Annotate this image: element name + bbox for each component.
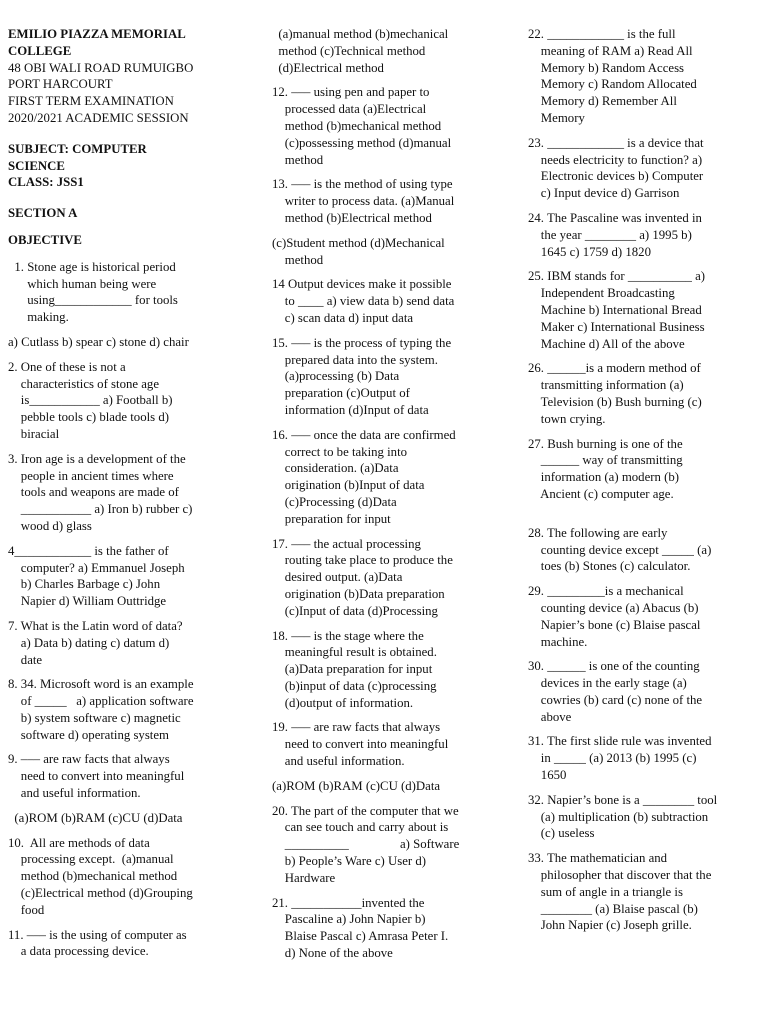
question-item xyxy=(8,927,244,961)
question-item xyxy=(8,451,244,535)
question-text-line: Memory b) Random Access xyxy=(528,60,685,75)
question-text-line: method (b)mechanical method xyxy=(8,869,178,884)
question-item xyxy=(272,176,504,226)
school-name-line: COLLEGE xyxy=(8,43,72,58)
question-text-line: the year ________ a) 1995 b) xyxy=(528,227,692,242)
question-text-line: (a)ROM (b)RAM (c)CU (d)Data xyxy=(8,810,183,825)
question-text-line: (a)processing (b) Data xyxy=(272,369,400,384)
question-text-line: c) scan data d) input data xyxy=(272,310,414,325)
question-item xyxy=(8,751,244,801)
question-item xyxy=(8,810,244,827)
school-address xyxy=(8,60,244,94)
question-text-line: cowries (b) card (c) none of the xyxy=(528,692,703,707)
question-text-line: 16. ––– once the data are confirmed xyxy=(272,427,456,442)
question-text-line: needs electricity to function? a) xyxy=(528,152,703,167)
question-text-line: preparation for input xyxy=(272,511,391,526)
question-item xyxy=(272,778,504,795)
question-text-line: 3. Iron age is a development of the xyxy=(8,451,186,466)
question-text-line: 12. ––– using pen and paper to xyxy=(272,85,430,100)
question-text-line: Napier’s bone (c) Blaise pascal xyxy=(528,617,701,632)
question-item xyxy=(528,135,754,202)
question-text-line: counting device (a) Abacus (b) xyxy=(528,600,699,615)
question-item xyxy=(528,733,754,783)
question-text-line: need to convert into meaningful xyxy=(272,737,449,752)
question-text-line: Memory c) Random Allocated xyxy=(528,77,697,92)
school-name-line: EMILIO PIAZZA MEMORIAL xyxy=(8,27,186,41)
exam-line: FIRST TERM EXAMINATION xyxy=(8,94,174,109)
question-text-line: ______ way of transmitting xyxy=(528,453,683,468)
question-text-line: biracial xyxy=(8,426,60,441)
question-text-line: method xyxy=(272,152,324,167)
question-text-line: 29. _________is a mechanical xyxy=(528,584,684,599)
question-item xyxy=(272,427,504,528)
question-item xyxy=(528,583,754,650)
question-text-line: origination (b)Input of data xyxy=(272,478,425,493)
question-item xyxy=(272,84,504,168)
subject-line: SUBJECT: COMPUTER xyxy=(8,141,147,156)
question-text-line: prepared data into the system. xyxy=(272,352,438,367)
question-item xyxy=(8,359,244,443)
question-item xyxy=(272,895,504,962)
question-item xyxy=(528,525,754,575)
address-line: PORT HARCOURT xyxy=(8,77,113,92)
question-text-line: b) People’s Ware c) User d) xyxy=(272,854,427,869)
column-2 xyxy=(272,26,504,970)
question-text-line: Hardware xyxy=(272,870,336,885)
question-text-line: 11. ––– is the using of computer as xyxy=(8,927,187,942)
question-item xyxy=(528,360,754,427)
question-text-line: (c)Student method (d)Mechanical xyxy=(272,235,445,250)
question-text-line: machine. xyxy=(528,634,588,649)
question-text-line: __________ a) Software xyxy=(272,837,460,852)
question-item xyxy=(272,628,504,712)
question-text-line: correct to be taking into xyxy=(272,444,408,459)
question-text-line: 32. Napier’s bone is a ________ tool xyxy=(528,792,718,807)
question-text-line: characteristics of stone age xyxy=(8,376,160,391)
question-text-line: 15. ––– is the process of typing the xyxy=(272,335,452,350)
question-text-line: a) Data b) dating c) datum d) xyxy=(8,635,170,650)
question-item xyxy=(272,719,504,769)
question-text-line: tools and weapons are made of xyxy=(8,485,179,500)
exam-title xyxy=(8,93,244,127)
question-text-line: a data processing device. xyxy=(8,944,149,959)
question-text-line: making. xyxy=(8,310,69,325)
subject-label xyxy=(8,141,244,191)
exam-line: 2020/2021 ACADEMIC SESSION xyxy=(8,110,189,125)
question-text-line: 28. The following are early xyxy=(528,525,668,540)
question-text-line: which human being were xyxy=(8,276,157,291)
question-text-line: 22. ____________ is the full xyxy=(528,27,676,41)
question-text-line: ___________ a) Iron b) rubber c) xyxy=(8,502,193,517)
question-text-line: ________ (a) Blaise pascal (b) xyxy=(528,901,698,916)
question-text-line: Ancient (c) computer age. xyxy=(528,486,674,501)
question-text-line: to ____ a) view data b) send data xyxy=(272,294,455,309)
question-text-line: c) Input device d) Garrison xyxy=(528,186,680,201)
question-text-line: information (a) modern (b) xyxy=(528,470,680,485)
question-item xyxy=(8,259,244,326)
address-line: 48 OBI WALI ROAD RUMUIGBO xyxy=(8,60,194,75)
question-text-line: need to convert into meaningful xyxy=(8,769,185,784)
question-text-line: Maker c) International Business xyxy=(528,319,705,334)
question-text-line: and useful information. xyxy=(272,754,405,769)
question-text-line: sum of angle in a triangle is xyxy=(528,884,683,899)
question-text-line: 14 Output devices make it possible xyxy=(272,277,452,292)
question-item xyxy=(272,235,504,269)
question-text-line: 26. ______is a modern method of xyxy=(528,361,701,376)
question-text-line: 27. Bush burning is one of the xyxy=(528,436,683,451)
question-text-line: town crying. xyxy=(528,411,606,426)
question-text-line: writer to process data. (a)Manual xyxy=(272,194,455,209)
question-text-line: people in ancient times where xyxy=(8,468,174,483)
question-item xyxy=(528,268,754,352)
question-text-line: information (d)Input of data xyxy=(272,402,429,417)
question-text-line: computer? a) Emmanuel Joseph xyxy=(8,560,185,575)
question-text-line: toes (b) Stones (c) calculator. xyxy=(528,559,691,574)
question-text-line: Napier d) William Outtridge xyxy=(8,594,167,609)
question-item xyxy=(8,835,244,919)
question-text-line: and useful information. xyxy=(8,786,141,801)
section-title: SECTION A xyxy=(8,206,78,221)
question-item xyxy=(8,543,244,610)
question-text-line: transmitting information (a) xyxy=(528,378,684,393)
question-text-line: food xyxy=(8,902,45,917)
question-text-line: can see touch and carry about is xyxy=(272,820,449,835)
question-text-line: (a) multiplication (b) subtraction xyxy=(528,809,709,824)
question-text-line: Independent Broadcasting xyxy=(528,286,675,301)
question-text-line: 31. The first slide rule was invented xyxy=(528,734,712,749)
question-item xyxy=(272,276,504,326)
question-text-line: 9. ––– are raw facts that always xyxy=(8,752,170,767)
question-text-line: 2. One of these is not a xyxy=(8,359,126,374)
question-item xyxy=(272,335,504,419)
question-text-line: Memory xyxy=(528,110,585,125)
question-text-line: Television (b) Bush burning (c) xyxy=(528,394,702,409)
question-text-line: devices in the early stage (a) xyxy=(528,676,687,691)
question-text-line: meaningful result is obtained. xyxy=(272,645,437,660)
question-text-line: origination (b)Data preparation xyxy=(272,586,445,601)
question-text-line: 30. ______ is one of the counting xyxy=(528,659,700,674)
question-text-line: processed data (a)Electrical xyxy=(272,102,427,117)
question-text-line: Machine b) International Bread xyxy=(528,302,702,317)
school-name xyxy=(8,26,244,60)
question-text-line: d) None of the above xyxy=(272,946,393,961)
question-item xyxy=(528,210,754,260)
question-text-line: (c) useless xyxy=(528,826,595,841)
question-text-line: (a)manual method (b)mechanical xyxy=(272,27,449,41)
question-list xyxy=(272,26,504,962)
question-text-line: using____________ for tools xyxy=(8,293,178,308)
question-text-line: (d)output of information. xyxy=(272,695,414,710)
question-item xyxy=(272,536,504,620)
question-text-line: 4____________ is the father of xyxy=(8,543,169,558)
question-text-line: 33. The mathematician and xyxy=(528,851,668,866)
question-item xyxy=(8,676,244,743)
question-text-line: John Napier (c) Joseph grille. xyxy=(528,918,692,933)
question-text-line: (a)Data preparation for input xyxy=(272,662,433,677)
question-text-line: is___________ a) Football b) xyxy=(8,393,173,408)
class-label: CLASS: JSS1 xyxy=(8,175,84,190)
question-text-line: (d)Electrical method xyxy=(272,60,384,75)
question-item xyxy=(528,850,754,934)
question-text-line: Blaise Pascal c) Amrasa Peter I. xyxy=(272,929,449,944)
question-text-line: philosopher that discover that the xyxy=(528,868,712,883)
question-text-line: b) system software c) magnetic xyxy=(8,710,181,725)
question-text-line: consideration. (a)Data xyxy=(272,461,399,476)
question-list xyxy=(8,259,244,960)
question-item xyxy=(528,26,754,127)
question-item xyxy=(272,803,504,887)
question-text-line: in _____ (a) 2013 (b) 1995 (c) xyxy=(528,751,697,766)
question-text-line: 10. All are methods of data xyxy=(8,835,150,850)
subject-line: SCIENCE xyxy=(8,158,65,173)
question-text-line: 24. The Pascaline was invented in xyxy=(528,210,702,225)
question-item xyxy=(272,26,504,76)
column-3 xyxy=(528,26,754,942)
question-text-line: method (c)Technical method xyxy=(272,43,426,58)
question-text-line: 1. Stone age is historical period xyxy=(8,259,176,274)
question-text-line: 18. ––– is the stage where the xyxy=(272,628,424,643)
question-text-line: 13. ––– is the method of using type xyxy=(272,177,453,192)
column-1 xyxy=(8,26,244,968)
question-text-line: counting device except _____ (a) xyxy=(528,542,712,557)
question-text-line: b) Charles Barbage c) John xyxy=(8,577,161,592)
question-text-line: Machine d) All of the above xyxy=(528,336,685,351)
question-text-line: (c)Processing (d)Data xyxy=(272,494,397,509)
question-text-line: pebble tools c) blade tools d) xyxy=(8,410,169,425)
question-text-line: wood d) glass xyxy=(8,518,92,533)
objective-title: OBJECTIVE xyxy=(8,232,82,247)
question-text-line: 19. ––– are raw facts that always xyxy=(272,720,441,735)
question-text-line: Pascaline a) John Napier b) xyxy=(272,912,426,927)
question-text-line: preparation (c)Output of xyxy=(272,386,410,401)
question-text-line: above xyxy=(528,709,572,724)
question-text-line: routing take place to produce the xyxy=(272,553,453,568)
question-text-line: 7. What is the Latin word of data? xyxy=(8,618,183,633)
question-text-line: method (b)Electrical method xyxy=(272,210,432,225)
question-text-line: (c)possessing method (d)manual xyxy=(272,135,452,150)
question-text-line: 21. ___________invented the xyxy=(272,895,425,910)
question-text-line: 1645 c) 1759 d) 1820 xyxy=(528,244,651,259)
question-item xyxy=(8,334,244,351)
question-text-line: 25. IBM stands for __________ a) xyxy=(528,269,706,284)
question-text-line: software d) operating system xyxy=(8,727,169,742)
question-item xyxy=(8,618,244,668)
question-text-line: 17. ––– the actual processing xyxy=(272,536,421,551)
question-text-line: (c)Electrical method (d)Grouping xyxy=(8,886,193,901)
question-item xyxy=(528,658,754,725)
question-text-line: method xyxy=(272,252,324,267)
question-item xyxy=(528,792,754,842)
question-text-line: meaning of RAM a) Read All xyxy=(528,43,693,58)
question-text-line: method (b)mechanical method xyxy=(272,118,442,133)
question-text-line: 20. The part of the computer that we xyxy=(272,803,459,818)
question-text-line: a) Cutlass b) spear c) stone d) chair xyxy=(8,334,189,349)
question-text-line: (c)Input of data (d)Processing xyxy=(272,603,438,618)
question-text-line: of _____ a) application software xyxy=(8,694,194,709)
question-text-line: (a)ROM (b)RAM (c)CU (d)Data xyxy=(272,778,441,793)
question-text-line: Electronic devices b) Computer xyxy=(528,169,704,184)
question-text-line: processing except. (a)manual xyxy=(8,852,174,867)
question-text-line: 8. 34. Microsoft word is an example xyxy=(8,677,194,692)
question-text-line: 1650 xyxy=(528,768,567,783)
question-text-line: Memory d) Remember All xyxy=(528,94,677,109)
question-item xyxy=(528,436,754,503)
question-text-line: (b)input of data (c)processing xyxy=(272,678,437,693)
question-text-line: desired output. (a)Data xyxy=(272,570,403,585)
question-list xyxy=(528,26,754,934)
question-text-line: date xyxy=(8,652,43,667)
question-text-line: 23. ____________ is a device that xyxy=(528,135,704,150)
